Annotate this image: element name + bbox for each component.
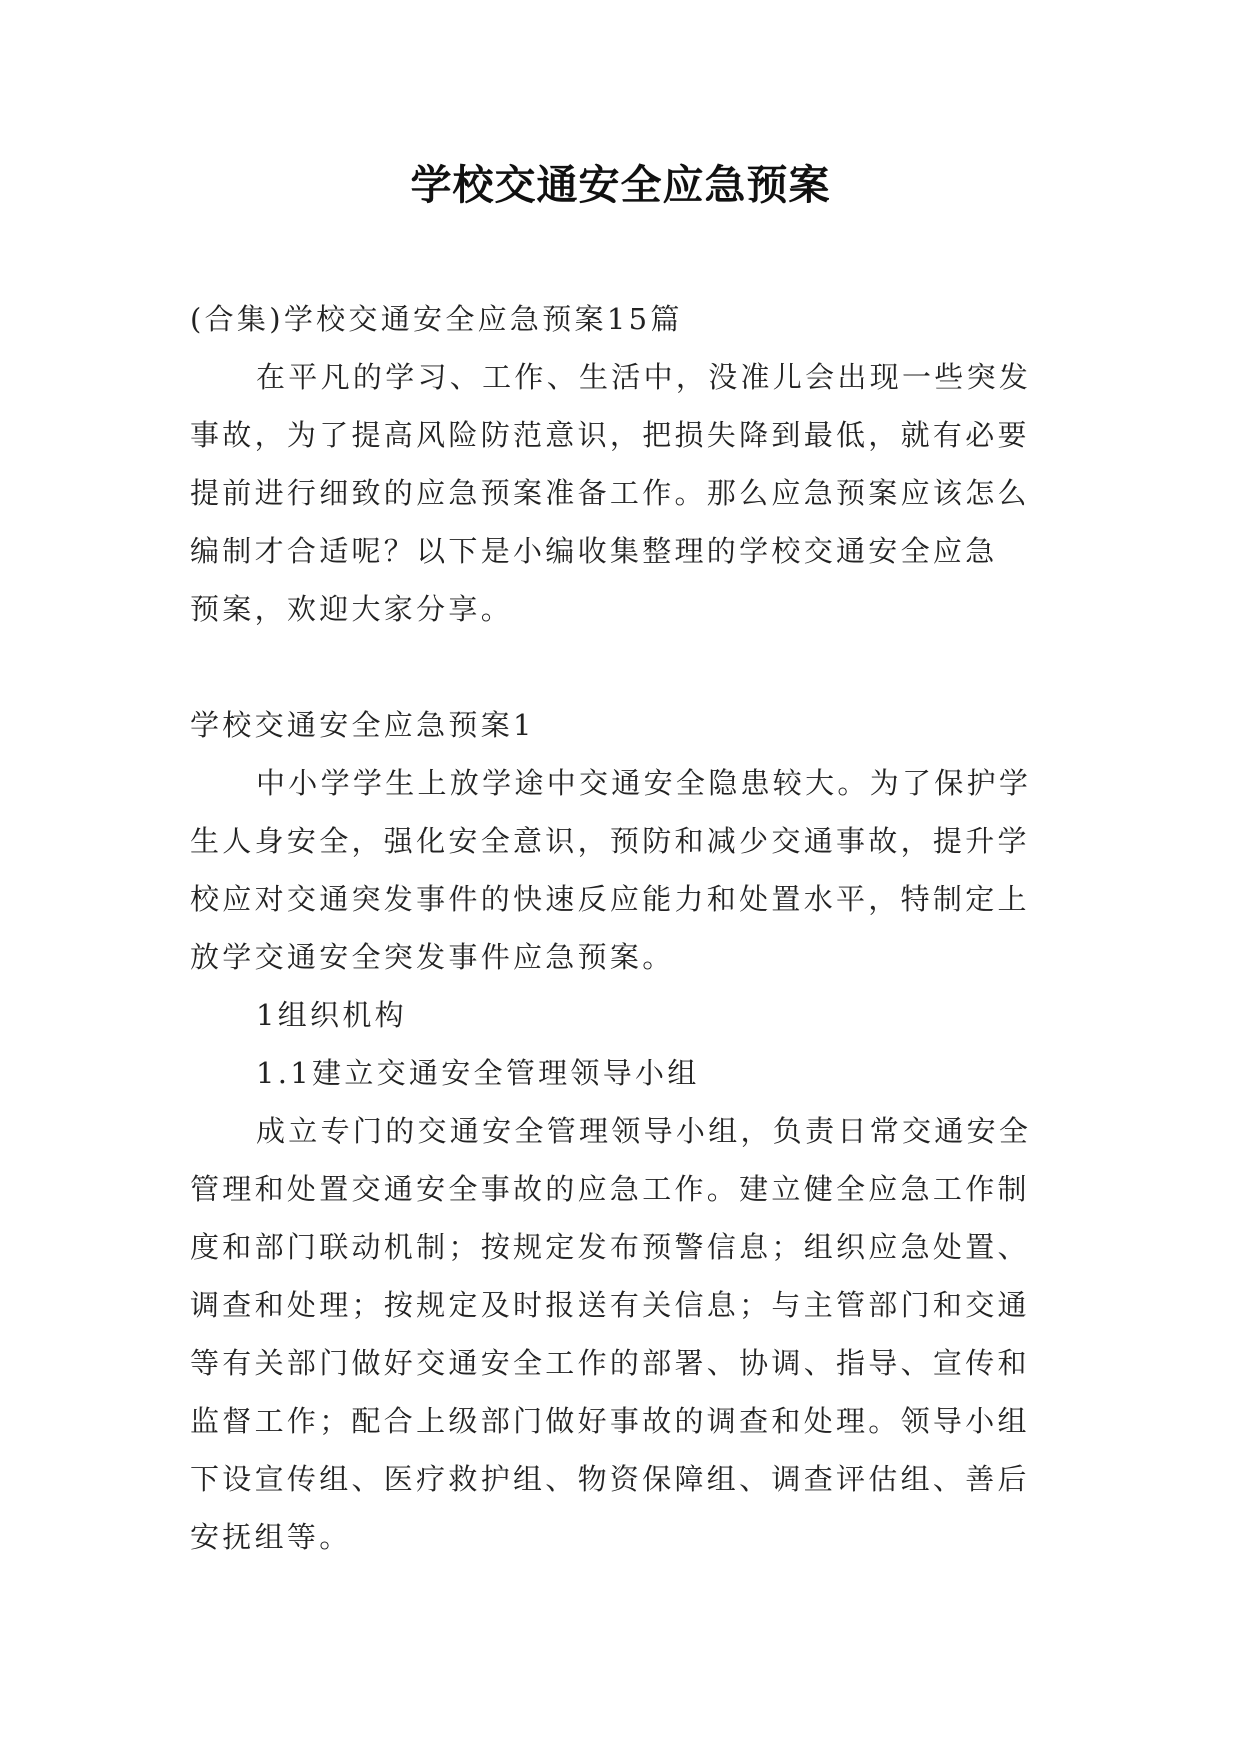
paragraph-line: 成立专门的交通安全管理领导小组，负责日常交通安全	[256, 1114, 1032, 1148]
intro-line: 编制才合适呢？以下是小编收集整理的学校交通安全应急	[190, 534, 998, 568]
section-spacer	[190, 638, 1060, 696]
collection-subtitle: (合集)学校交通安全应急预案15篇	[190, 302, 683, 336]
document-title: 学校交通安全应急预案	[410, 161, 831, 209]
paragraph-line: 放学交通安全突发事件应急预案。	[190, 940, 675, 974]
intro-line: 提前进行细致的应急预案准备工作。那么应急预案应该怎么	[190, 476, 1030, 510]
intro-paragraph	[190, 348, 1060, 638]
paragraph-line: 管理和处置交通安全事故的应急工作。建立健全应急工作制	[190, 1172, 1030, 1206]
section-paragraph	[190, 1102, 1060, 1566]
sub-heading: 1.1建立交通安全管理领导小组	[256, 1056, 700, 1090]
paragraph-line: 调查和处理；按规定及时报送有关信息；与主管部门和交通	[190, 1288, 1030, 1322]
intro-line: 事故，为了提高风险防范意识，把损失降到最低，就有必要	[190, 418, 1030, 452]
paragraph-line: 监督工作；配合上级部门做好事故的调查和处理。领导小组	[190, 1404, 1030, 1438]
paragraph-line: 中小学学生上放学途中交通安全隐患较大。为了保护学	[256, 766, 1032, 800]
section-paragraph	[190, 754, 1060, 986]
intro-line: 预案，欢迎大家分享。	[190, 592, 514, 626]
paragraph-line: 校应对交通突发事件的快速反应能力和处置水平，特制定上	[190, 882, 1030, 916]
section-heading: 学校交通安全应急预案1	[190, 708, 535, 742]
paragraph-line: 生人身安全，强化安全意识，预防和减少交通事故，提升学	[190, 824, 1030, 858]
paragraph-line: 等有关部门做好交通安全工作的部署、协调、指导、宣传和	[190, 1346, 1030, 1380]
intro-line: 在平凡的学习、工作、生活中，没准儿会出现一些突发	[256, 360, 1032, 394]
document-body	[190, 290, 1060, 1566]
paragraph-line: 下设宣传组、医疗救护组、物资保障组、调查评估组、善后	[190, 1462, 1030, 1496]
paragraph-line: 安抚组等。	[190, 1520, 352, 1554]
org-heading: 1组织机构	[256, 998, 407, 1032]
paragraph-line: 度和部门联动机制；按规定发布预警信息；组织应急处置、	[190, 1230, 1030, 1264]
